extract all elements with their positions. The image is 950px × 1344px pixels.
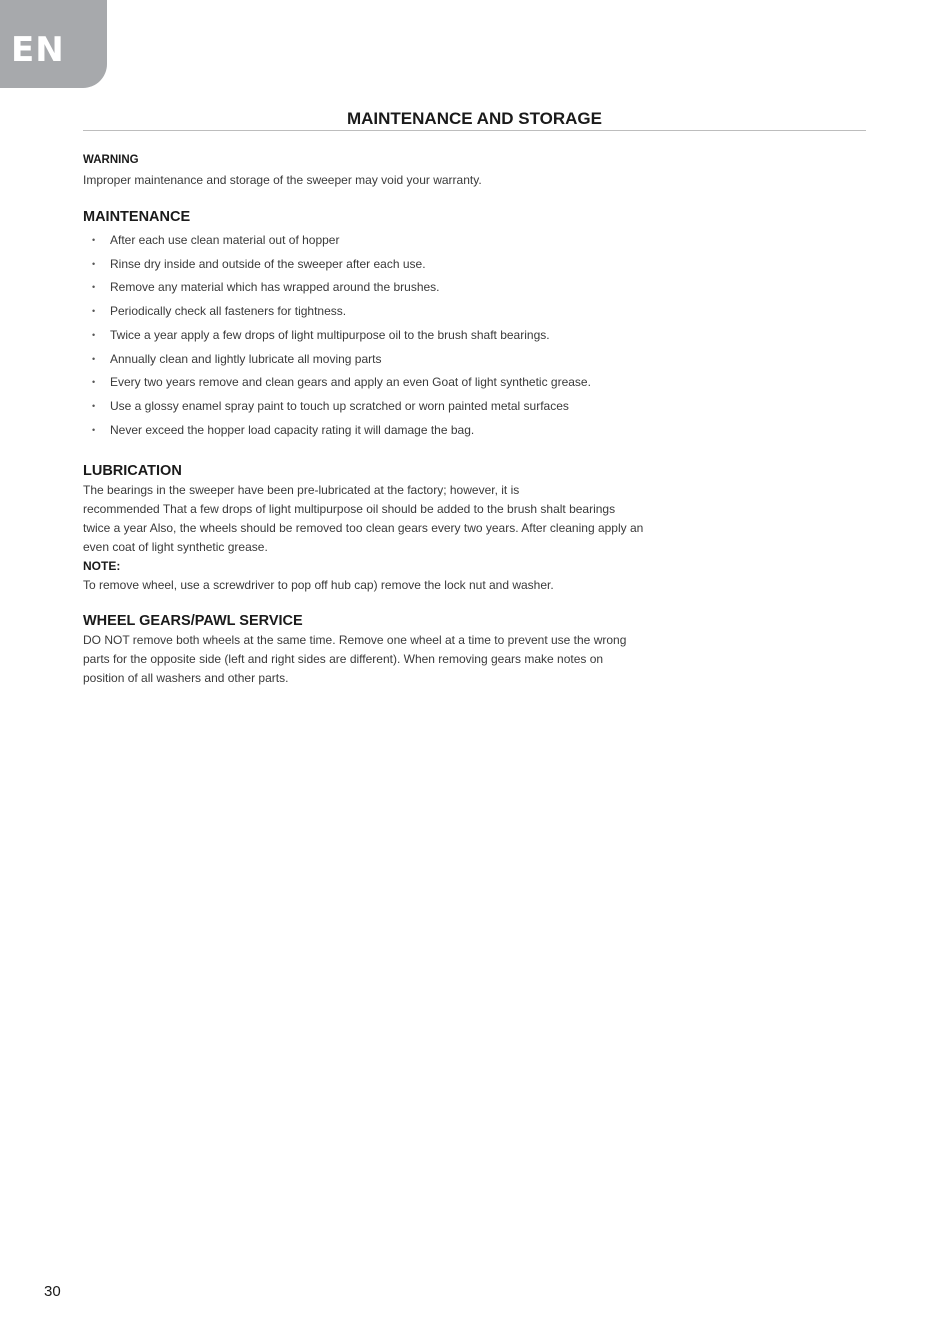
note-text: To remove wheel, use a screwdriver to pop off hub cap) remove the lock nut and washer. (83, 578, 554, 593)
language-tab (0, 0, 107, 88)
list-item: • After each use clean material out of hopper (83, 229, 663, 253)
wheel-gears-line: DO NOT remove both wheels at the same time. Remove one wheel at a time to prevent use the wrong (83, 633, 627, 648)
wheel-gears-line: parts for the opposite side (left and right sides are different). When removing gears make notes on (83, 652, 604, 667)
list-item: • Never exceed the hopper load capacity rating it will damage the bag. (83, 419, 663, 443)
list-item: • Use a glossy enamel spray paint to touch up scratched or worn painted metal surfaces (83, 395, 663, 419)
lubrication-line: The bearings in the sweeper have been pre-lubricated at the factory; however, it is (83, 483, 520, 498)
language-label: EN (11, 30, 65, 70)
list-item: • Rinse dry inside and outside of the sweeper after each use. (83, 253, 663, 277)
page-title: MAINTENANCE AND STORAGE (346, 109, 602, 128)
list-item: • Annually clean and lightly lubricate all moving parts (83, 348, 663, 372)
list-item: • Twice a year apply a few drops of light multipurpose oil to the brush shaft bearings. (83, 324, 663, 348)
content (83, 153, 663, 688)
lubrication-line: recommended That a few drops of light multipurpose oil should be added to the brush shalt bearings (83, 502, 616, 517)
lubrication-line: even coat of light synthetic grease. (83, 540, 268, 555)
title-divider (83, 130, 866, 131)
warning-heading: WARNING (83, 154, 139, 166)
lubrication-heading: LUBRICATION (83, 463, 182, 480)
warning-text: Improper maintenance and storage of the sweeper may void your warranty. (83, 173, 482, 187)
maintenance-heading: MAINTENANCE (83, 209, 191, 225)
list-item: • Remove any material which has wrapped around the brushes. (83, 276, 663, 300)
wheel-gears-line: position of all washers and other parts. (83, 671, 289, 686)
lubrication-line: twice a year Also, the wheels should be removed too clean gears every two years. After cleaning apply an (83, 521, 644, 536)
page-number: 30 (44, 1283, 61, 1300)
list-item: • Every two years remove and clean gears and apply an even Goat of light synthetic grease. (83, 371, 663, 395)
note-label: NOTE: (83, 559, 121, 574)
wheel-gears-heading: WHEEL GEARS/PAWL SERVICE (83, 613, 303, 630)
maintenance-list (83, 229, 663, 442)
list-item: • Periodically check all fasteners for tightness. (83, 300, 663, 324)
